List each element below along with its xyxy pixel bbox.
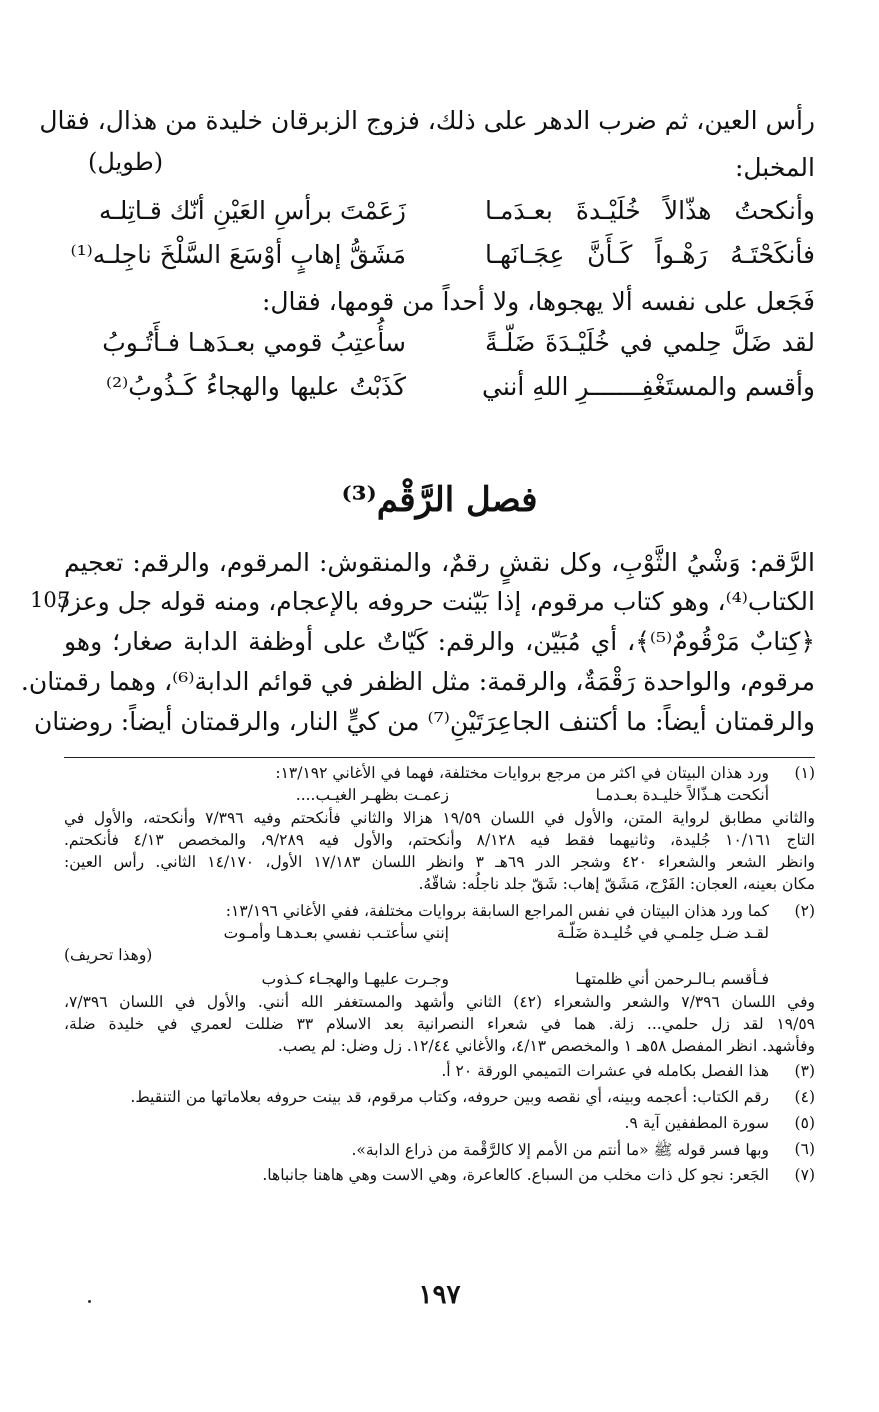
verse-1-right: وأنكحتُ هذّالاً خُلَيْـدةَ بعـدَمـا <box>485 196 815 225</box>
footnote-7-text: الجَعر: نجو كل ذات مخلب من السباع. كالعاعرة، وهي الاست وهي هاهنا جانباها. <box>262 1166 769 1184</box>
footnote-4-text: رقم الكتاب: أعجمه وبينه، أي نقصه وبين حروفه، وكتاب مرقوم، قد بينت حروفه بعلاماتها من التنقيط. <box>130 1088 769 1106</box>
footnote-1-verse-left: زعمـت بظهـر الغيـب.... <box>295 786 449 804</box>
footnote-5-text: سورة المطففين آية ٩. <box>624 1114 769 1132</box>
footnote-2-line-4: وفأشهد. انظر المفصل ٥٨هـ ١ والمخصص ٤/١٣، والأغاني ١٢/٤٤. زل وضل: لم يصب. <box>277 1037 815 1055</box>
verse-4-right: وأقسم والمستَغْفِـــــــرِ اللهِ أنني <box>482 372 815 401</box>
body-line-1: الرَّقم: وَشْيُ الثَّوْبِ، وكل نقشٍ رقمٌ، والمنقوش: المرقوم، والرقم: تعجيم <box>64 548 815 577</box>
footnote-1-line-5: مكان بعينه، العجان: الفَرْج، مَشَقّ إهاب: شَقّ جلد ناجلُه: شاقّهُ. <box>418 875 815 893</box>
verse-2-left: مَشَقُّ إهابٍ أوْسَعَ السَّلْخَ ناجِلـه⁽¹⁾ <box>70 240 406 269</box>
footnote-7-number: (٧) <box>794 1166 815 1184</box>
footnote-2-number: (٢) <box>794 902 815 920</box>
intro-line-2: المخبل: <box>734 153 815 182</box>
section-heading: فصل الرَّقْم⁽³⁾ <box>341 480 538 520</box>
footnote-6-text: وبها فسر قوله ﷺ «ما أنتم من الأمم إلا كالرَّقْمة من ذراع الدابة». <box>351 1141 769 1159</box>
body-line-3: ﴿كِتابٌ مَرْقُومٌ⁽⁵⁾﴾، أي مُبَيّن، والرقم: كَيّاتٌ على أوظفة الدابة صغار؛ وهو <box>64 627 815 656</box>
verse-2-right: فأنكَحْتَـهُ رَهْـواً كَـأَنَّ عِجَـانَهـا <box>485 240 815 269</box>
print-speck <box>88 1300 91 1303</box>
verse-3-right: لقد ضَلَّ حِلمي في خُلَيْـدَةَ ضَلّـةً <box>485 328 815 357</box>
footnote-2-verse-1-left: إنني سأعتـب نفسي بعـدهـا وأمـوت <box>223 924 449 942</box>
body-line-4: مرقوم، والواحدة رَقْمَةٌ، والرقمة: مثل الظفر في قوائم الدابة⁽⁶⁾، وهما رقمتان. <box>20 667 815 696</box>
footnote-1-line-4: وانظر الشعر والشعراء ٤٢٠ وشجر الدر ٦٩هـ ٣ وانظر اللسان ١٧/١٨٣ الأول، ١٤/١٧٠ الثاني. رأس العين: <box>64 853 815 871</box>
footnote-4-number: (٤) <box>794 1088 815 1106</box>
footnote-3-number: (٣) <box>794 1062 815 1080</box>
footnote-2-verse-2-right: فـأقسم بـالـرحمن أني ظلمتهـا <box>575 970 769 988</box>
footnote-2-note: (وهذا تحريف) <box>64 946 153 964</box>
meter-label: (طويل) <box>88 148 164 176</box>
footnote-1-line-2: والثاني مطابق لرواية المتن، والأول في اللسان ١٩/٥٩ هزالا والثاني فأنكحتم وفيه ٧/٣٩٦ وأنكحته، والأول في <box>64 809 816 827</box>
footnote-2-line-1: كما ورد هذان البيتان في نفس المراجع السابقة بروايات مختلفة، ففي الأغاني ١٣/١٩٦: <box>225 902 769 920</box>
footnote-3-text: هذا الفصل بكامله في عشرات التميمي الورقة ٢٠ أ. <box>441 1062 769 1080</box>
footnote-2-verse-1-right: لقـد ضـل حِلمـي في خُليـدة ضَلّـة <box>556 924 769 942</box>
footnote-1-line-3: التاج ١٠/١٦١ جُليدة، وثانيهما فقط فيه ٨/١٢٨ وأنكحتم، والأول فيه ٩/٢٨٩، والمخصص ٤/١٣ فأنكحتم. <box>64 831 815 849</box>
body-line-2: الكتاب⁽⁴⁾، وهو كتاب مرقوم، إذا بَيّنت حروفه بالإعجام، ومنه قوله جل وعز/ <box>60 587 815 616</box>
verse-4-left: كَذَبْتُ عليها والهجاءُ كَـذُوبُ⁽²⁾ <box>106 372 406 401</box>
verse-3-left: سأُعتِبُ قومي بعـدَهـا فـأَتُـوبُ <box>102 328 406 357</box>
footnote-1-verse-right: أنكحت هـذّالاً خليـدة بعـدمـا <box>595 786 769 804</box>
footnote-2-verse-2-left: وجـرت عليهـا والهجـاء كـذوب <box>261 970 449 988</box>
footnote-1-number: (١) <box>794 764 815 782</box>
footnote-1-line-1: ورد هذان البيتان في اكثر من مرجع بروايات مختلفة، فهما في الأغاني ١٣/١٩٢: <box>275 764 769 782</box>
page-number: ١٩٧ <box>418 1280 461 1310</box>
margin-page-ref: 105 <box>30 588 71 612</box>
footnote-2-line-2: وفي اللسان ٧/٣٩٦ والشعر والشعراء (٤٢) الثاني وأشهد والمستغفر الله أنني. والأول في اللسان ٧/٣٩٦، <box>64 993 815 1011</box>
middle-line: فَجَعل على نفسه ألا يهجوها، ولا أحداً من قومها، فقال: <box>261 287 815 316</box>
footnote-6-number: (٦) <box>794 1140 815 1158</box>
intro-line-1: رأس العين، ثم ضرب الدهر على ذلك، فزوج الزبرقان خليدة من هذال، فقال <box>39 106 815 135</box>
footnote-divider <box>64 757 815 758</box>
body-line-5: والرقمتان أيضاً: ما أكتنف الجاعِرَتَيْنِ⁽⁷⁾ من كيٍّ النار، والرقمتان أيضاً: روضتان <box>33 707 815 736</box>
footnote-5-number: (٥) <box>794 1114 815 1132</box>
verse-1-left: زَعَمْتَ برأسِ العَيْنِ أنّك قـاتِلـه <box>98 196 406 225</box>
footnote-2-line-3: ١٩/٥٩ لقد زل حلمي... زلة. هما في شعراء النصرانية بعد الاسلام ٣٣ ضللت لعمري في خليدة ضلة، <box>64 1015 815 1033</box>
